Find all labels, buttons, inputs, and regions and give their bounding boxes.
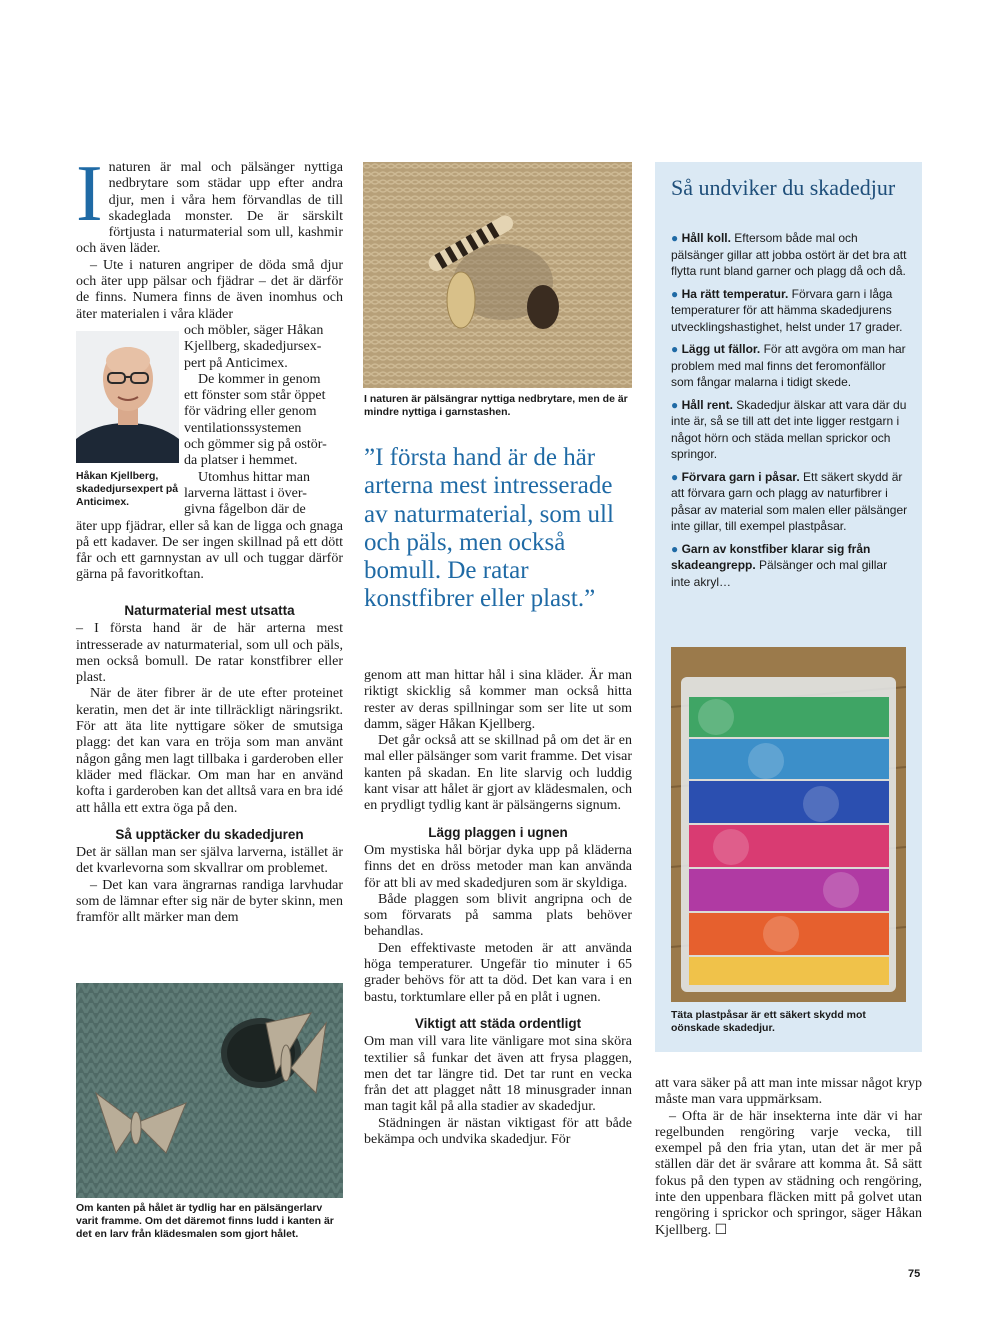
body-text: – Ofta är de här insekterna inte där vi har regelbunden rengöring varje vecka, till exempel på den fria ytan, utan det är mer på ställen där det är svårare att komma åt. Så sätt fokus på den typen av städning och rengöring, inte den uppenbara fläcken mitt på golvet utan rengöring i sprickor och springor, säger Håkan Kjellberg. bbox=[655, 1108, 922, 1238]
fact-item bbox=[671, 397, 909, 463]
larvae-caption: I naturen är pälsängrar nyttiga nedbrytare, men de är mindre nyttiga i garnstashen. bbox=[364, 393, 628, 418]
body-paragraph: Den effektivaste metoden är att använda höga temperaturer. Ungefär tio minuter i 65 grader behövs för att ta död. Det kan vara i en bastu, torktumlare eller på en plåt i ugnen. bbox=[364, 940, 632, 1005]
body-paragraph: Både plaggen som blivit angripna och de som förvarats på samma plats behöver behandlas. bbox=[364, 891, 632, 940]
moths-image bbox=[76, 983, 343, 1198]
intro-text: naturen är mal och pälsänger nyttiga nedbrytare som städar upp efter andra djur, men i våra hem förvandlas de till skadeglada monster. De är särskilt förtjusta i naturmaterial som ull, kashmir och även läder. bbox=[76, 160, 343, 257]
wrap-line: och möbler, säger Håkan bbox=[184, 322, 324, 338]
page-number: 75 bbox=[908, 1268, 921, 1280]
larvae-photo bbox=[363, 162, 632, 388]
fact-text: För att avgöra om man har problem med mal finns det feromonfällor som fångar malarna i tidigt skede. bbox=[671, 342, 906, 389]
subheading: Viktigt att städa ordentligt bbox=[414, 1015, 582, 1031]
body-paragraph: – Det kan vara ängrarnas randiga larvhudar som de lämnar efter sig när de byter skinn, men framför allt märker man dem bbox=[76, 877, 343, 926]
fact-text: Pälsänger och mal gillar inte akryl… bbox=[671, 558, 888, 589]
wrap-line: da platser i hemmet. bbox=[184, 453, 298, 469]
fact-text: Förvara garn i låga temperaturer för att hämma skadedjurens utvecklingshastighet, helst under 17 grader. bbox=[671, 286, 903, 334]
fact-item bbox=[671, 541, 909, 591]
fact-lead: Förvara garn i påsar. bbox=[681, 469, 800, 484]
moths-caption: Om kanten på hålet är tydlig har en pälsängerlarv varit framme. Om det däremot finns ludd i kanten är det en larv från klädesmalen som gjort hålet. bbox=[76, 1202, 334, 1240]
body-paragraph: genom att man hittar hål i sina kläder. Är man riktigt skicklig så kommer man också hitta rester av deras spillningar som ser lite ut som damm, säger Håkan Kjellberg. bbox=[364, 668, 632, 732]
bullet-icon: ● bbox=[671, 342, 679, 356]
end-mark-icon: ☐ bbox=[714, 1222, 728, 1238]
wrap-line: pert på Anticimex. bbox=[184, 355, 288, 371]
pull-quote: ”I första hand är de här arterna mest intresserade av naturmaterial, som ull och päls, men också bomull. De ratar konstfibrer eller plast.” bbox=[364, 444, 614, 613]
wrap-line: De kommer in genom bbox=[198, 371, 321, 387]
larvae-image bbox=[363, 162, 632, 388]
subheading: Så upptäcker du skadedjuren bbox=[115, 826, 304, 842]
moths-photo bbox=[76, 983, 343, 1198]
yarn-bag-photo bbox=[671, 647, 906, 1002]
body-paragraph: Det går också att se skillnad på om det är en mal eller pälsänger som varit framme. Det visar kanten på skadan. En lite slarvig och luddig kant visar att hålet är gjort av klädesmalen, och en prydligt tydlig kant är pälsängerns signum. bbox=[364, 733, 632, 814]
bullet-icon: ● bbox=[671, 231, 679, 245]
body-paragraph: Det är sällan man ser själva larverna, istället är det kvarlevorna som skvallrar om problemet. bbox=[76, 845, 343, 877]
body-paragraph bbox=[655, 1109, 922, 1239]
wrap-line: givna fågelbon där de bbox=[184, 502, 306, 518]
body-paragraph: – I första hand är de här arterna mest intresserade av naturmaterial, som ull och päls, men också bomull. De ratar konstfibrer eller plast. bbox=[76, 621, 343, 686]
fact-item bbox=[671, 230, 909, 280]
fact-box-title: Så undviker du skadedjur bbox=[671, 175, 896, 200]
bullet-icon: ● bbox=[671, 541, 679, 556]
fact-lead: Lägg ut fällor. bbox=[681, 342, 761, 356]
drop-cap: I bbox=[76, 150, 103, 238]
fact-item bbox=[671, 286, 909, 336]
portrait-caption: Håkan Kjellberg, skadedjursexpert på Anticimex. bbox=[76, 470, 179, 508]
bullet-icon: ● bbox=[671, 397, 679, 412]
body-paragraph: När de äter fibrer är de ute efter proteinet keratin, men det är inte tillräckligt näringsrikt. För att äta lite nyttigare söker de smutsiga plagg: det kan vara en tröja som man använt någon gång men lagt tillbaka i garderoben eller kläder med fläckar. Om man har en använd kofta i garderoben kan det alltså vara en bra idé att hålla ett extra öga på den. bbox=[76, 686, 343, 816]
wrap-line: ventilationssystemen bbox=[184, 420, 302, 436]
yarn-caption: Täta plastpåsar är ett säkert skydd mot oönskade skadedjur. bbox=[671, 1009, 866, 1034]
column-2 bbox=[364, 668, 632, 1148]
fact-text: Ett säkert skydd är att förvara garn och plagg av naturfibrer i påsar av material som malen eller pälsänger inte gillar, till exempel plastpåsar. bbox=[671, 469, 908, 533]
column-1-lower bbox=[76, 603, 343, 927]
body-paragraph: att vara säker på att man inte missar något kryp måste man vara uppmärksam. bbox=[655, 1076, 922, 1108]
fact-lead: Håll rent. bbox=[681, 397, 733, 412]
column-3 bbox=[655, 1076, 922, 1239]
fact-item bbox=[671, 469, 909, 535]
subheading: Lägg plaggen i ugnen bbox=[428, 824, 568, 840]
wrap-line: för vädring eller genom bbox=[184, 404, 317, 420]
fact-lead: Ha rätt temperatur. bbox=[681, 286, 789, 301]
body-paragraph: äter upp fjädrar, eller så kan de ligga och gnaga på ett kadaver. De ser ingen skillnad på ett dött får och ett garnnystan av ull och tuggar därför gärna på favoritkoftan. bbox=[76, 518, 343, 583]
body-paragraph: Om mystiska hål börjar dyka upp på kläderna finns det en dröss metoder man kan använda för att bli av med skadedjuren som är skyldiga. bbox=[364, 842, 632, 891]
portrait-photo bbox=[76, 331, 179, 463]
bullet-icon: ● bbox=[671, 469, 679, 484]
fact-box-list bbox=[671, 230, 909, 596]
fact-lead: Garn av konstfiber klarar sig från skadeangrepp. bbox=[671, 541, 871, 572]
wrap-line: larverna lättast i över- bbox=[184, 485, 307, 501]
fact-text: Eftersom både mal och pälsänger gillar att jobba ostört är det bra att flytta runt bland garner och plagg då och då. bbox=[671, 231, 907, 278]
wrap-line: Kjellberg, skadedjursex- bbox=[184, 339, 322, 355]
bullet-icon: ● bbox=[671, 286, 679, 301]
body-paragraph: Om man vill vara lite vänligare mot sina sköra textilier så funkar det även att frysa plaggen, men det tar längre tid. Det tar runt en vecka från det att plagget nått 18 minusgrader innan man tagit kål på alla stadier av skadedjur. bbox=[364, 1034, 632, 1115]
portrait-image bbox=[76, 331, 179, 463]
wrap-line: och gömmer sig på ostör- bbox=[184, 437, 327, 453]
body-paragraph: Städningen är nästan viktigast för att både bekämpa och undvika skadedjur. För bbox=[364, 1115, 632, 1148]
yarn-bag-image bbox=[671, 647, 906, 1002]
subheading: Naturmaterial mest utsatta bbox=[124, 603, 295, 618]
body-paragraph: – Ute i naturen angriper de döda små djur och äter upp pälsar och fjädrar – det är därför de finns. Numera finns de även inomhus och äter materialen i våra kläder bbox=[76, 257, 343, 322]
fact-lead: Håll koll. bbox=[681, 231, 731, 245]
fact-item bbox=[671, 341, 909, 391]
wrap-line: Utomhus hittar man bbox=[198, 469, 310, 485]
intro-paragraph bbox=[76, 150, 343, 258]
fact-text: Skadedjur älskar att vara där du inte är, så se till att det inte ligger restgarn i något hörn och städa mellan sprickor och springor. bbox=[671, 397, 907, 461]
wrap-line: ett fönster som står öppet bbox=[184, 388, 326, 404]
